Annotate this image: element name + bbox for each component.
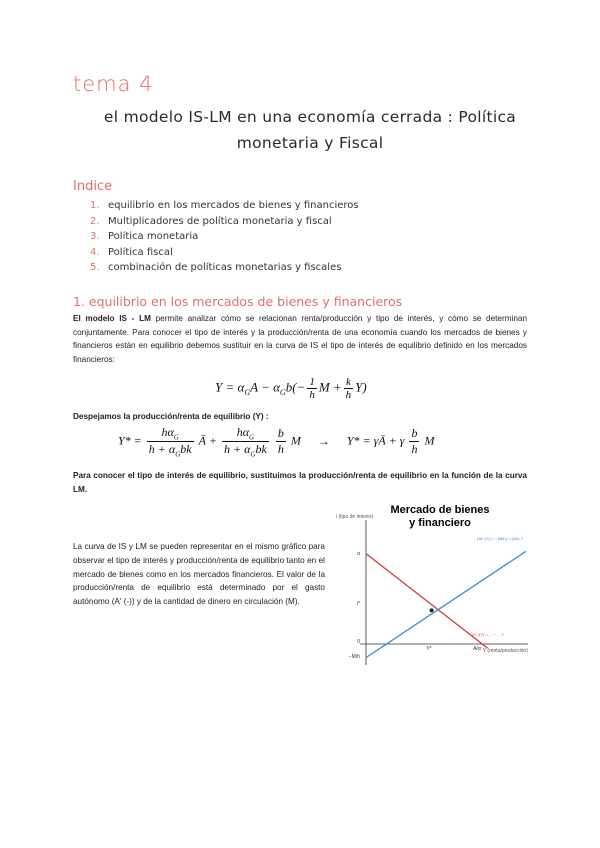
page-title bbox=[60, 104, 560, 156]
tick-x-mid: Y* bbox=[426, 646, 432, 652]
title-line-2: monetaria y Fiscal bbox=[236, 134, 384, 152]
section-heading: 1. equilibrio en los mercados de bienes y financieros bbox=[73, 294, 403, 309]
is-label: IS: i(Y) = ... − ... Y bbox=[472, 632, 504, 637]
series-line-is bbox=[366, 554, 488, 649]
tick-x-end: A/α bbox=[473, 646, 481, 652]
toc-item[interactable]: 2. Multiplicadores de política monetaria y fiscal bbox=[90, 215, 332, 227]
toc-item[interactable]: 1. equilibrio en los mercados de bienes y financieros bbox=[90, 200, 359, 211]
series-line-lm bbox=[366, 551, 526, 657]
toc-item[interactable]: 4. Política fiscal bbox=[90, 246, 173, 258]
table-of-contents bbox=[90, 198, 359, 276]
toc-item[interactable]: 5. combinación de políticas monetarias y fiscales bbox=[90, 262, 342, 273]
equilibrium-point bbox=[430, 608, 434, 612]
intro-bold: El modelo IS - LM bbox=[73, 314, 151, 323]
chart-xlabel: Y (renta/producción) bbox=[482, 648, 528, 654]
despejamos-text: Despejamos la producción/renta de equilibrio (Y) : bbox=[73, 412, 269, 421]
intro-text: permite analizar cómo se relacionan renta/producción y tipo de interés, y cómo se determinan conjuntamente. Para conocer el tipo de interés y la producción/renta de una economía cuando los mercados de bienes y financieros están en equilibrio debemos sustituir en la curva de IS el tipo de interés de equilibrio definido en los mercados financieros: bbox=[73, 314, 527, 364]
lm-label: LM: i(Y) = −(M/h) + (k/h) Y bbox=[476, 536, 524, 541]
para-lm: Para conocer el tipo de interés de equilibrio, sustituimos la producción/renta de equilibrio en la función de la curva LM. bbox=[73, 471, 527, 494]
tick-y-top: α bbox=[357, 551, 360, 557]
tick-y-mid: i* bbox=[356, 601, 360, 607]
intro-paragraph bbox=[73, 312, 527, 366]
title-line-1: el modelo IS-LM en una economía cerrada : Política bbox=[103, 108, 517, 126]
index-heading: Indice bbox=[73, 179, 113, 194]
side-paragraph: La curva de IS y LM se pueden representar en el mismo gráfico para observar el tipo de interés y producción/renta de equilibrio tanto en el mercado de bienes como en los mercados financieros. El valor de la producción/renta de equilibrio está determinado por el gasto autónomo (A' (-)) y de la cantidad de dinero en circulación (M). bbox=[73, 542, 325, 607]
toc-item[interactable]: 3. Política monetaria bbox=[90, 231, 199, 242]
tick-y-low: 0 bbox=[357, 639, 360, 645]
chart-title-1: Mercado de bienes bbox=[390, 504, 490, 516]
chart-title-2: y financiero bbox=[409, 517, 471, 529]
equation-is: $Y = \alpha_GA - \alpha_Gb(-$ $\frac{1}{h}$ M + $\frac{k}{h}$ Y) bbox=[215, 376, 367, 401]
is-lm-chart bbox=[330, 500, 530, 670]
tick-y-neg: −M/h bbox=[348, 654, 360, 660]
chart-ylabel: i (tipo de interés) bbox=[336, 514, 374, 520]
tema-heading: tema 4 bbox=[73, 72, 154, 96]
equation-equilibrium: Y* = $\frac{h\alpha_G}{h + \alpha_Gbk}$ Ā + $\frac{h\alpha_G}{h + \alpha_Gbk}$ $\frac{b}{h}$ M → Y* = γĀ + γ $\frac{b}{h}$ M bbox=[118, 425, 435, 459]
